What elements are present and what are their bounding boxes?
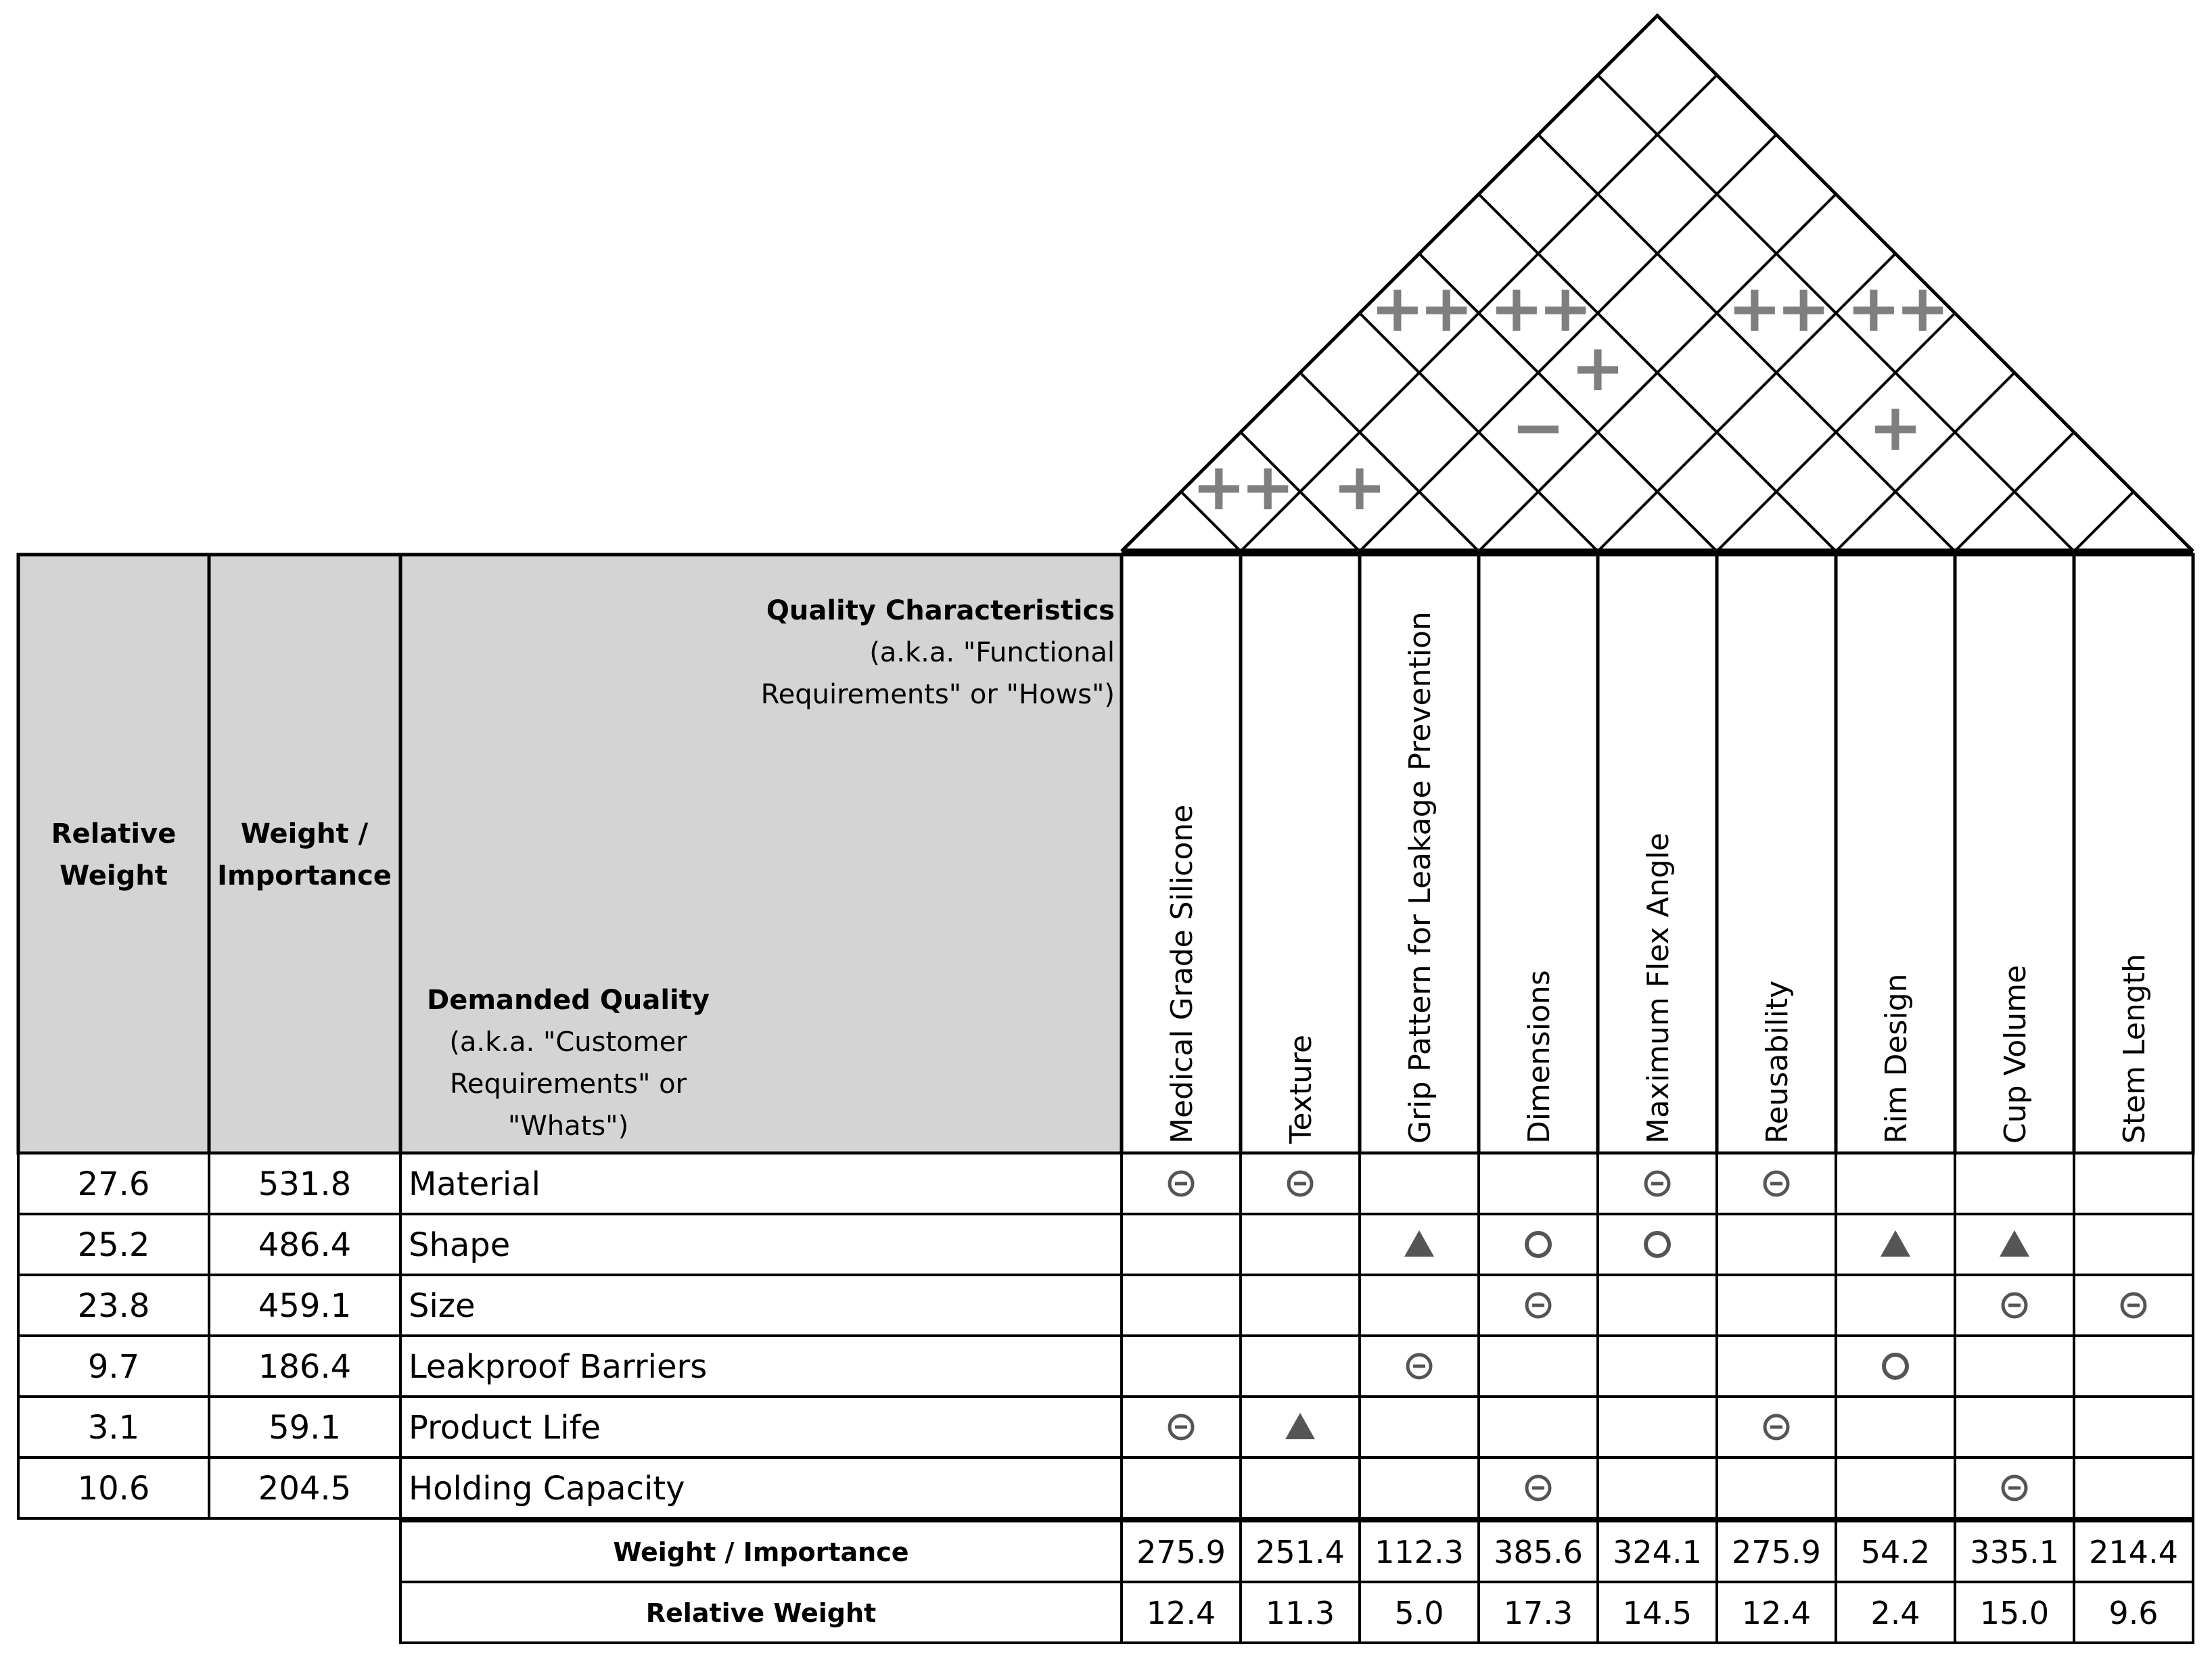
relationship-cell <box>1717 1458 1836 1518</box>
header-relative-weight-line2: Weight <box>60 860 168 891</box>
relationship-cell <box>2074 1397 2193 1458</box>
roof-correlation-symbol: ++ <box>1727 271 1826 346</box>
demanded-quality-line2: Requirements" or <box>449 1069 687 1100</box>
relationship-cell <box>1836 1275 1955 1336</box>
relationship-cell <box>1241 1214 1360 1275</box>
relationship-cell <box>1836 1153 1955 1214</box>
requirement-leakproof-barriers: Leakproof Barriers <box>409 1348 708 1386</box>
summary-value-weight-importance: 335.1 <box>1970 1534 2059 1570</box>
relationship-cell <box>1955 1336 2074 1397</box>
roof-correlation-symbol: + <box>1868 390 1923 465</box>
summary-value-relative-weight: 5.0 <box>1394 1595 1444 1631</box>
relationship-cell <box>1717 1336 1836 1397</box>
relative-weight-value: 27.6 <box>77 1165 150 1203</box>
quality-characteristics-title: Quality Characteristics <box>766 595 1115 626</box>
summary-value-relative-weight: 17.3 <box>1503 1595 1573 1631</box>
characteristic-maximum-flex-angle: Maximum Flex Angle <box>1641 833 1676 1144</box>
quality-characteristics-line2: Requirements" or "Hows") <box>760 679 1115 710</box>
relationship-cell <box>1598 1214 1717 1275</box>
relative-weight-value: 3.1 <box>87 1409 140 1447</box>
header-relative-weight-line1: Relative <box>51 818 177 849</box>
characteristic-grip-pattern-for-leakage-prevention: Grip Pattern for Leakage Prevention <box>1403 611 1437 1144</box>
weight-value: 204.5 <box>258 1470 352 1508</box>
summary-value-weight-importance: 275.9 <box>1136 1534 1226 1570</box>
relationship-cell <box>1479 1153 1598 1214</box>
relationship-cell <box>1122 1214 1241 1275</box>
relationship-cell <box>1360 1397 1479 1458</box>
relationship-cell <box>1836 1336 1955 1397</box>
characteristic-stem-length: Stem Length <box>2117 954 2152 1144</box>
header-weight-line2: Importance <box>217 860 392 891</box>
requirement-label-cell <box>400 1275 1122 1336</box>
relationship-cell <box>1598 1458 1717 1518</box>
weight-value: 186.4 <box>258 1348 352 1386</box>
demanded-quality-line1: (a.k.a. "Customer <box>449 1027 687 1058</box>
requirement-rows <box>18 1153 2193 1518</box>
summary-value-relative-weight: 12.4 <box>1741 1595 1812 1631</box>
summary-value-weight-importance: 324.1 <box>1613 1534 1702 1570</box>
relationship-cell <box>1122 1458 1241 1518</box>
relationship-cell <box>2074 1336 2193 1397</box>
relationship-cell <box>1479 1336 1598 1397</box>
relationship-cell <box>1955 1153 2074 1214</box>
roof-correlation-symbol: + <box>1570 330 1626 406</box>
roof-correlation-symbol: ++ <box>1370 271 1469 346</box>
relationship-cell <box>1836 1397 1955 1458</box>
requirement-material: Material <box>409 1165 540 1203</box>
relationship-cell <box>1122 1275 1241 1336</box>
relative-weight-value: 10.6 <box>77 1470 150 1508</box>
summary-value-weight-importance: 251.4 <box>1255 1534 1345 1570</box>
roof-correlation-matrix <box>1122 16 2193 551</box>
relationship-cell <box>1955 1397 2074 1458</box>
demanded-quality-title: Demanded Quality <box>427 985 710 1016</box>
relative-weight-value: 23.8 <box>77 1287 150 1325</box>
characteristic-rim-design: Rim Design <box>1879 973 1914 1144</box>
relationship-cell <box>1241 1458 1360 1518</box>
weight-value: 59.1 <box>269 1409 341 1447</box>
relationship-cell <box>1598 1336 1717 1397</box>
weight-value: 486.4 <box>258 1226 352 1264</box>
relationship-cell <box>2074 1153 2193 1214</box>
relationship-cell <box>2074 1214 2193 1275</box>
relative-weight-value: 9.7 <box>87 1348 140 1386</box>
relationship-cell <box>1241 1275 1360 1336</box>
summary-value-relative-weight: 15.0 <box>1979 1595 2050 1631</box>
roof-correlation-symbol: ++ <box>1191 449 1290 525</box>
relationship-cell <box>1360 1153 1479 1214</box>
summary-label-relative-weight: Relative Weight <box>645 1598 877 1628</box>
roof-correlation-symbol: + <box>1332 449 1387 525</box>
summary-value-weight-importance: 112.3 <box>1375 1534 1464 1570</box>
relationship-cell <box>1717 1275 1836 1336</box>
relationship-cell <box>1360 1275 1479 1336</box>
relationship-cell <box>1836 1458 1955 1518</box>
relationship-cell <box>1241 1336 1360 1397</box>
weight-value: 459.1 <box>258 1287 352 1325</box>
relationship-cell <box>1598 1397 1717 1458</box>
roof-correlation-symbol: ++ <box>1489 271 1588 346</box>
relationship-cell <box>2074 1458 2193 1518</box>
summary-value-weight-importance: 385.6 <box>1494 1534 1583 1570</box>
characteristic-cup-volume: Cup Volume <box>1998 964 2033 1144</box>
summary-label-weight-importance: Weight / Importance <box>613 1537 909 1567</box>
quality-characteristics-line1: (a.k.a. "Functional <box>869 637 1115 668</box>
requirement-holding-capacity: Holding Capacity <box>409 1470 685 1508</box>
summary-value-relative-weight: 2.4 <box>1870 1595 1920 1631</box>
relationship-cell <box>1360 1458 1479 1518</box>
summary-value-weight-importance: 214.4 <box>2089 1534 2178 1570</box>
requirement-shape: Shape <box>409 1226 511 1264</box>
summary-value-relative-weight: 12.4 <box>1146 1595 1216 1631</box>
characteristic-headers <box>1122 555 2193 1153</box>
characteristic-dimensions: Dimensions <box>1522 970 1557 1144</box>
requirement-size: Size <box>409 1287 476 1325</box>
summary-value-relative-weight: 11.3 <box>1265 1595 1335 1631</box>
demanded-quality-line3: "Whats") <box>507 1111 629 1142</box>
summary-value-weight-importance: 275.9 <box>1732 1534 1821 1570</box>
roof-correlation-symbol: ++ <box>1846 271 1945 346</box>
roof-correlation-symbol: − <box>1511 390 1566 465</box>
summary-value-weight-importance: 54.2 <box>1860 1534 1931 1570</box>
characteristic-texture: Texture <box>1284 1034 1318 1144</box>
relationship-cell <box>1717 1214 1836 1275</box>
header-weight-line1: Weight / <box>240 818 369 849</box>
relationship-cell <box>1122 1336 1241 1397</box>
requirement-product-life: Product Life <box>409 1409 601 1447</box>
characteristic-reusability: Reusability <box>1760 980 1795 1144</box>
relative-weight-value: 25.2 <box>77 1226 150 1264</box>
summary-value-relative-weight: 14.5 <box>1622 1595 1692 1631</box>
characteristic-medical-grade-silicone: Medical Grade Silicone <box>1165 804 1199 1144</box>
relationship-cell <box>1598 1275 1717 1336</box>
relationship-cell <box>1479 1214 1598 1275</box>
header-weight-cell <box>209 555 400 1153</box>
weight-value: 531.8 <box>258 1165 352 1203</box>
summary-rows <box>400 1521 2193 1643</box>
header-relative-weight-cell <box>18 555 209 1153</box>
summary-value-relative-weight: 9.6 <box>2109 1595 2159 1631</box>
relationship-cell <box>1479 1397 1598 1458</box>
